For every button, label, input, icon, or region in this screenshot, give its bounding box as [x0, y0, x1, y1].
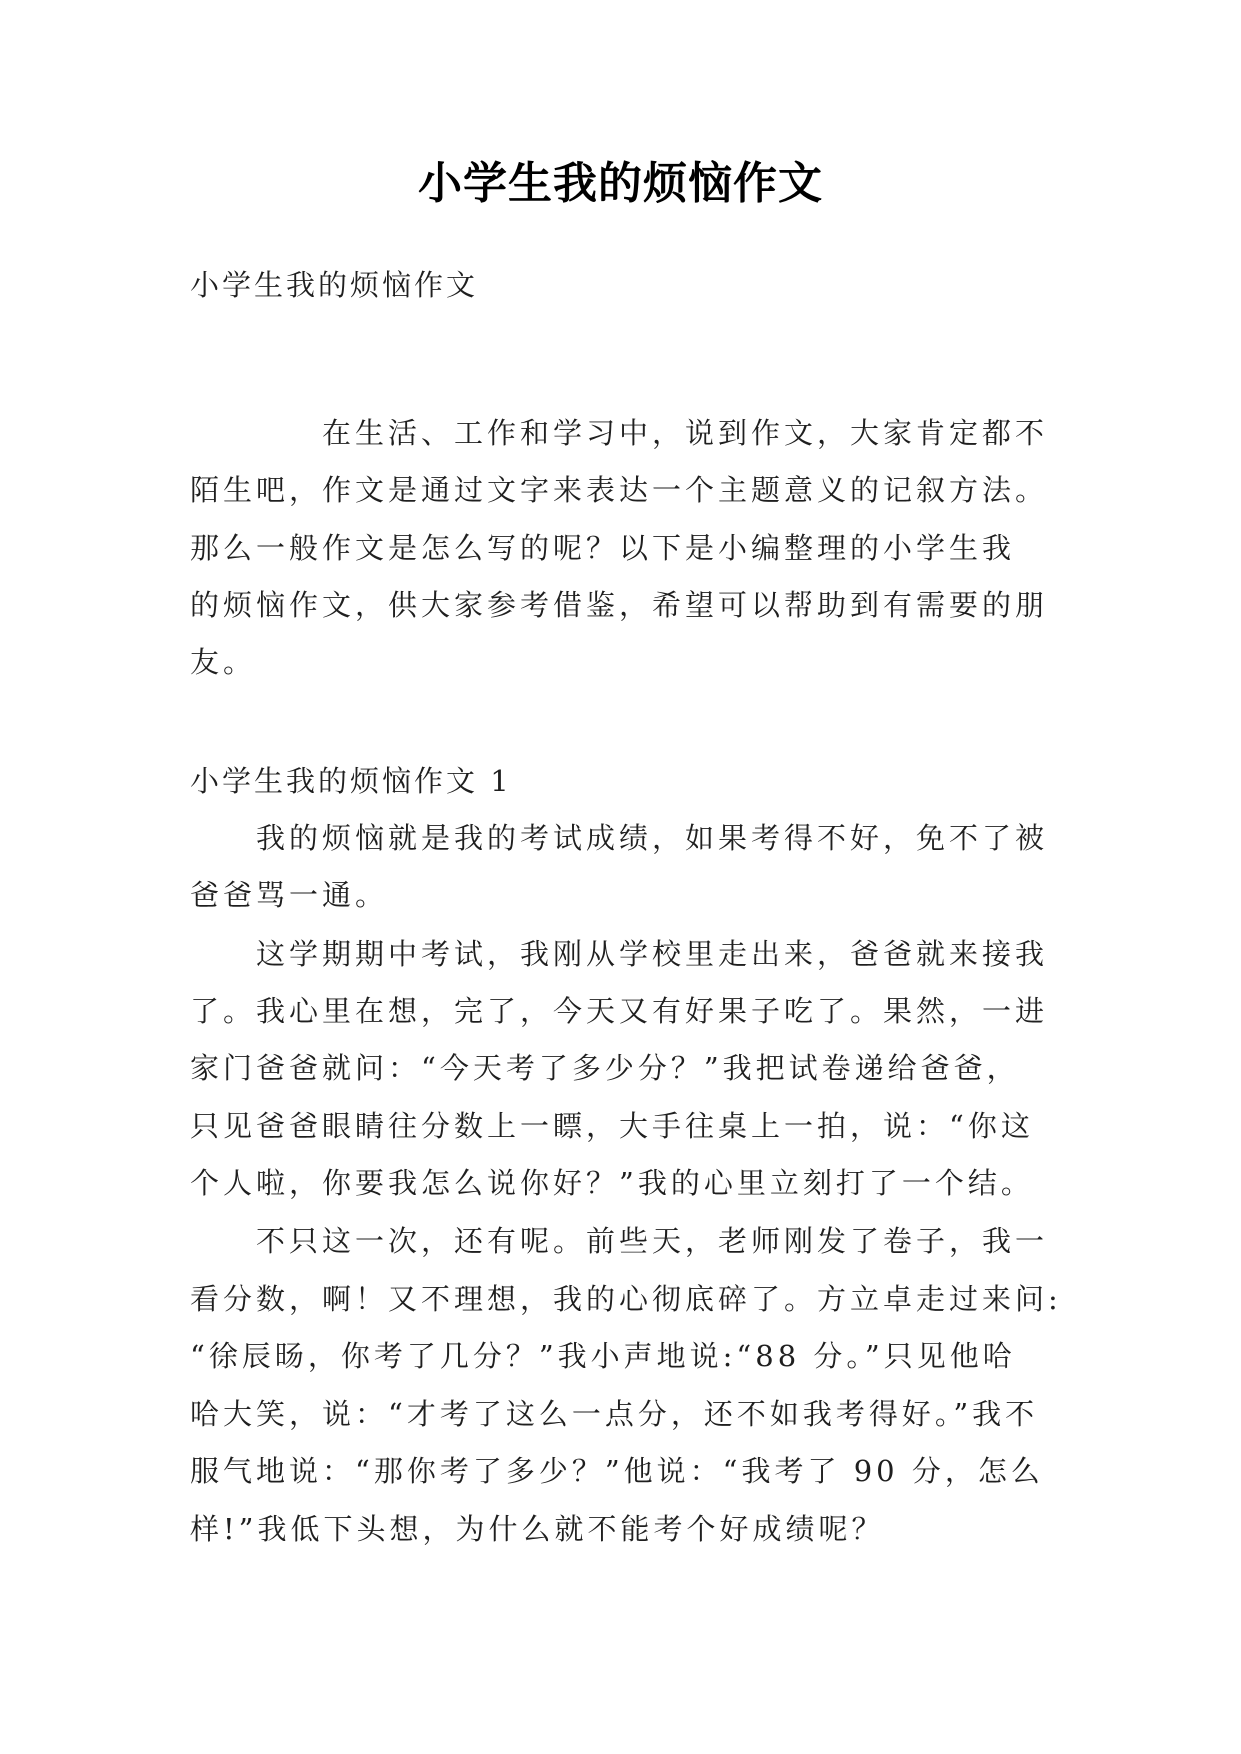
body-line: “徐辰旸，你考了几分？”我小声地说:“88 分。”只见他哈: [190, 1339, 1016, 1373]
intro-line: 的烦恼作文，供大家参考借鉴，希望可以帮助到有需要的朋: [190, 588, 1049, 622]
section-heading: 小学生我的烦恼作文 1: [190, 764, 512, 798]
body-line: 看分数，啊！又不理想，我的心彻底碎了。方立卓走过来问:: [190, 1282, 1062, 1316]
body-line: 家门爸爸就问：“今天考了多少分？”我把试卷递给爸爸，: [190, 1051, 1020, 1085]
document-title: 小学生我的烦恼作文: [418, 158, 823, 209]
body-line: 爸爸骂一通。: [190, 878, 389, 912]
body-line: 了。我心里在想，完了，今天又有好果子吃了。果然，一进: [190, 994, 1049, 1028]
body-line: 不只这一次，还有呢。前些天，老师刚发了卷子，我一: [256, 1224, 1049, 1258]
body-line: 这学期期中考试，我刚从学校里走出来，爸爸就来接我: [256, 937, 1049, 971]
body-line: 只见爸爸眼睛往分数上一瞟，大手往桌上一拍，说：“你这: [190, 1109, 1034, 1143]
body-line: 哈大笑，说：“才考了这么一点分，还不如我考得好。”我不: [190, 1397, 1039, 1431]
body-line: 我的烦恼就是我的考试成绩，如果考得不好，免不了被: [256, 821, 1049, 855]
intro-line: 那么一般作文是怎么写的呢？以下是小编整理的小学生我: [190, 531, 1016, 565]
intro-line: 友。: [190, 645, 257, 679]
document-subtitle: 小学生我的烦恼作文: [190, 268, 479, 302]
body-line: 服气地说：“那你考了多少？”他说：“我考了 90 分，怎么: [190, 1454, 1044, 1488]
body-line: 个人啦，你要我怎么说你好？”我的心里立刻打了一个结。: [190, 1166, 1034, 1200]
intro-line: 在生活、工作和学习中，说到作文，大家肯定都不: [322, 416, 1049, 450]
intro-line: 陌生吧，作文是通过文字来表达一个主题意义的记叙方法。: [190, 473, 1049, 507]
body-line: 样!”我低下头想，为什么就不能考个好成绩呢？: [190, 1512, 885, 1546]
